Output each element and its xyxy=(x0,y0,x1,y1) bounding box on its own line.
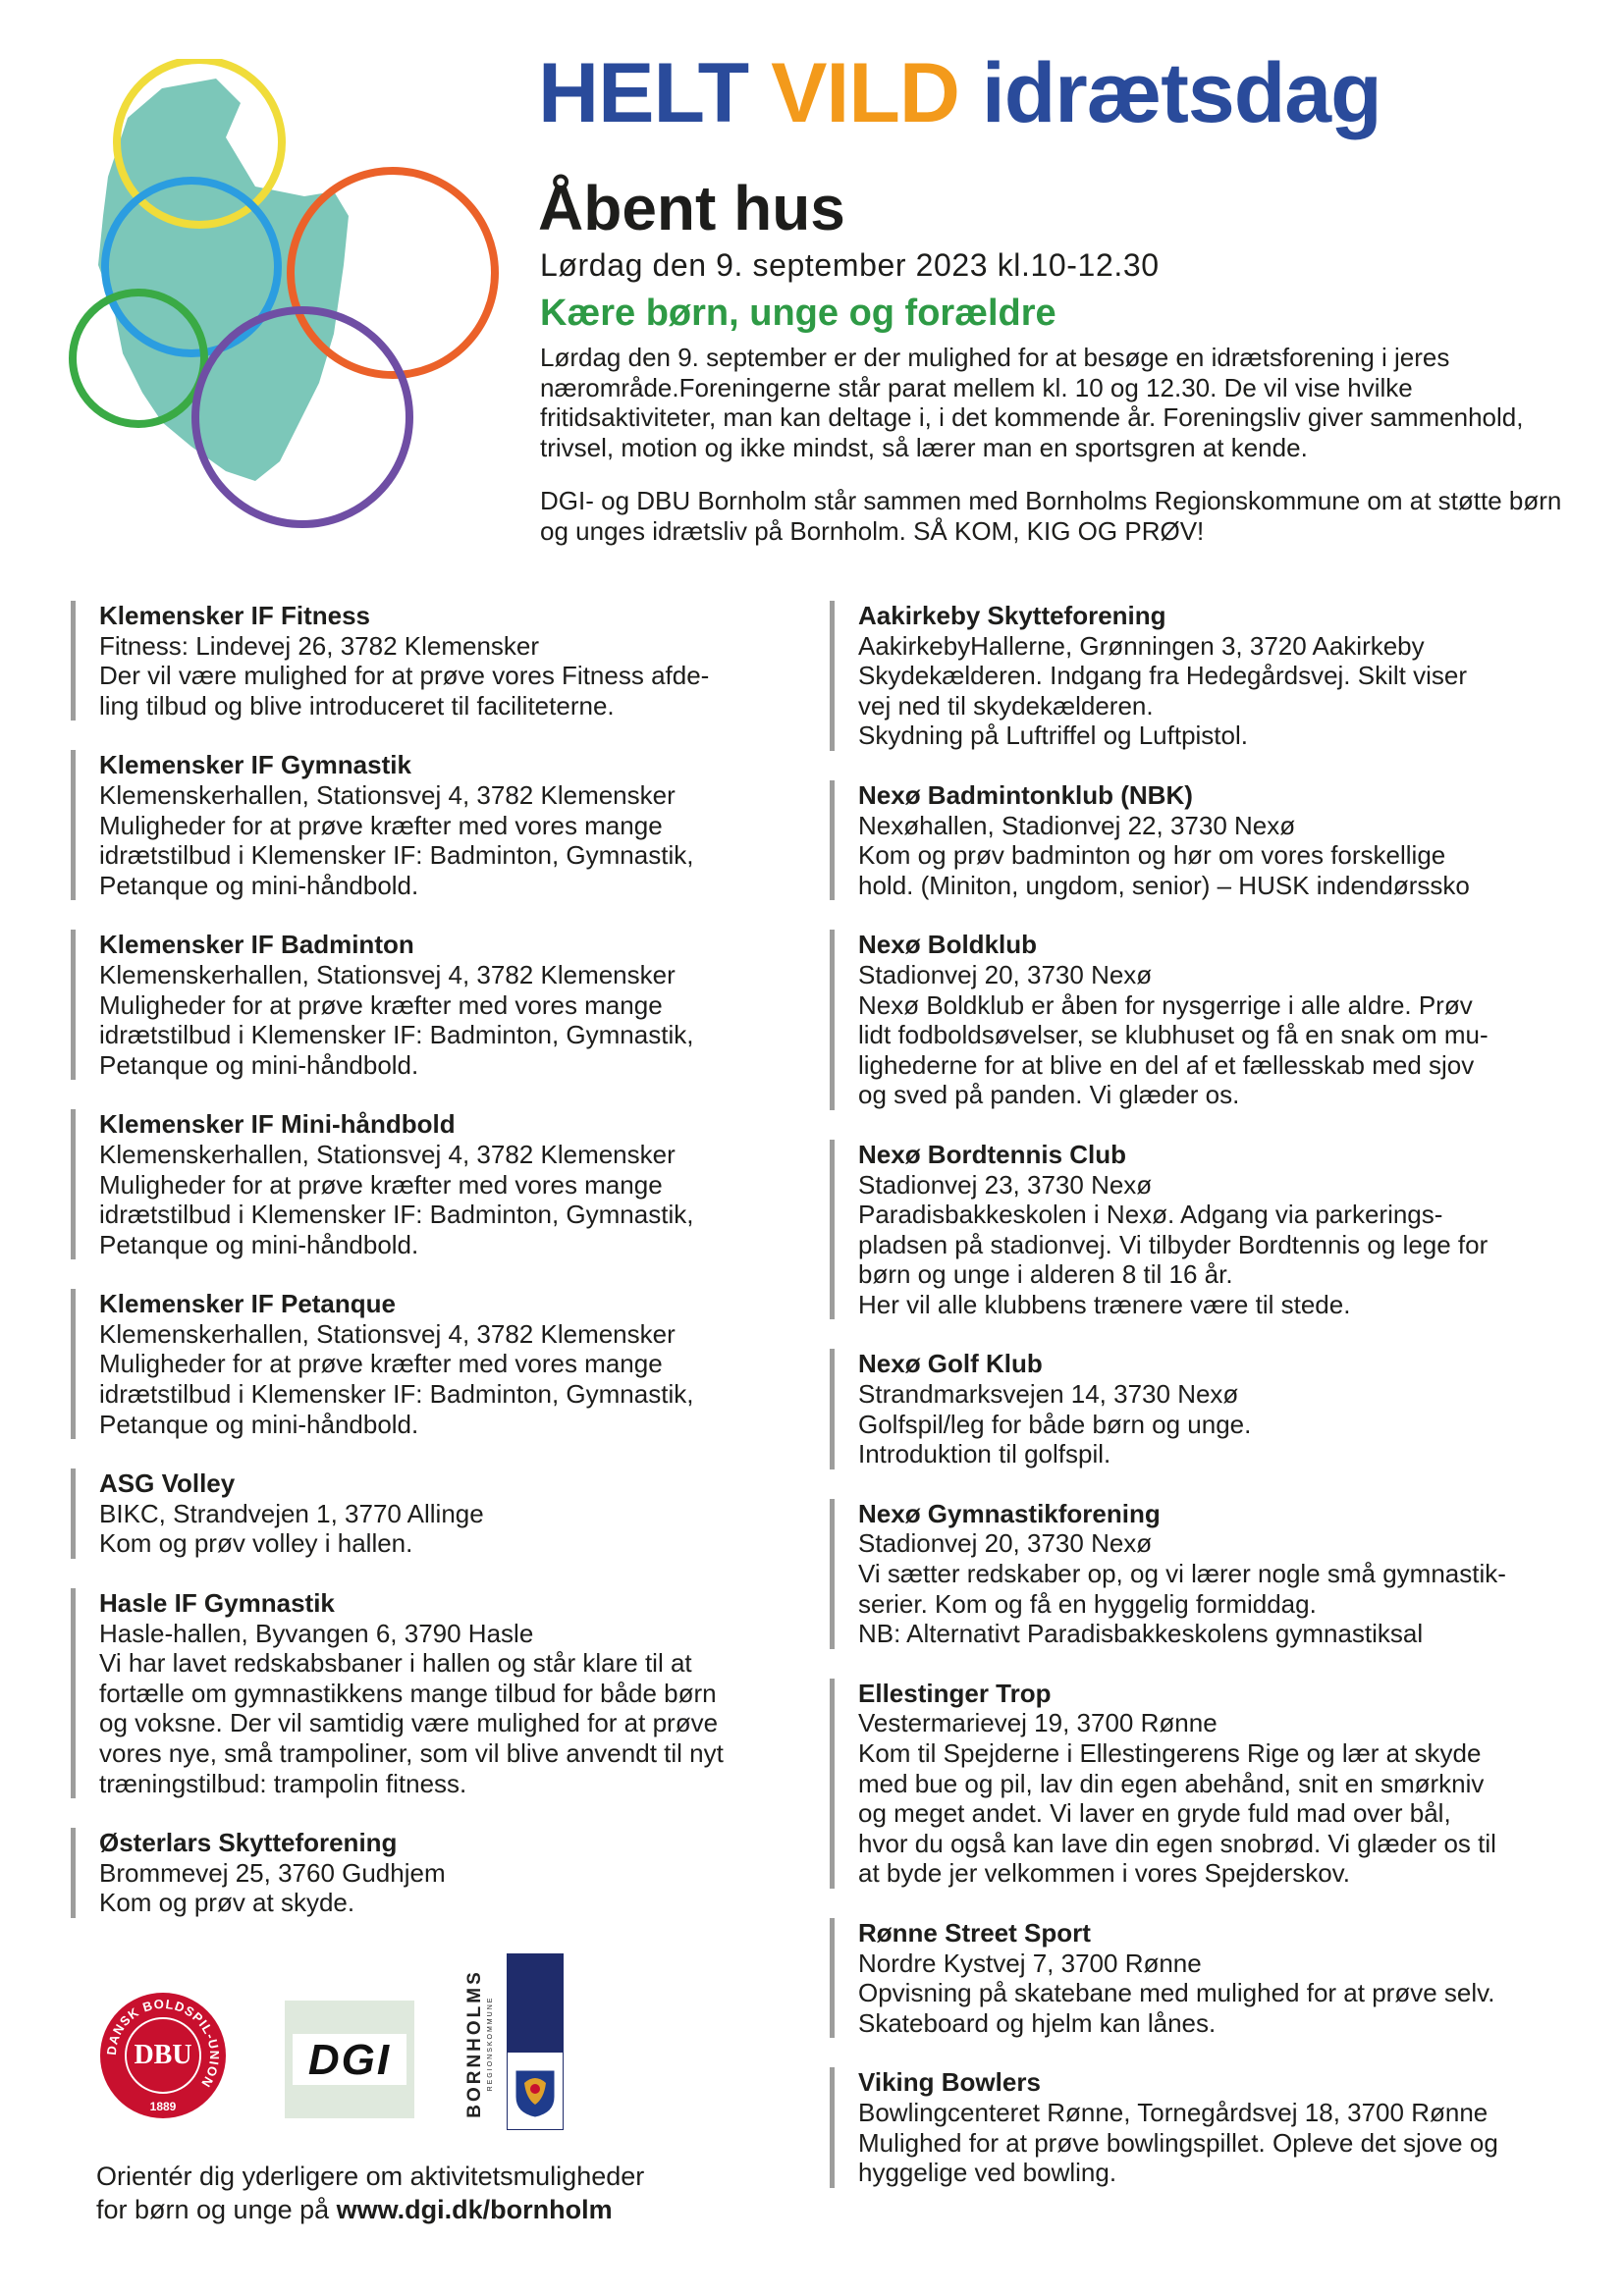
club-entry xyxy=(71,1289,797,1439)
club-description-line: Vi har lavet redskabsbaner i hallen og står klare til at xyxy=(99,1648,692,1679)
dgi-logo-text: DGI xyxy=(307,2036,392,2084)
club-description-line: træningstilbud: trampolin fitness. xyxy=(99,1768,467,1798)
club-description-line: idrætstilbud i Klemensker IF: Badminton, Gymnastik, xyxy=(99,1379,694,1410)
club-name: Østerlars Skytteforening xyxy=(99,1828,398,1858)
club-description-line: NB: Alternativt Paradisbakkeskolens gymnastiksal xyxy=(858,1619,1424,1649)
club-address: Stadionvej 20, 3730 Nexø xyxy=(858,1528,1153,1559)
club-address: Stadionvej 20, 3730 Nexø xyxy=(858,959,1153,989)
club-description-line: at byde jer velkommen i vores Spejderskov. xyxy=(858,1858,1350,1889)
title-helt: HELT xyxy=(538,46,749,140)
club-description-line: og voksne. Der vil samtidig være mulighed for at prøve xyxy=(99,1708,719,1738)
club-description-line: Mulighed for at prøve bowlingspillet. Opleve det sjove og xyxy=(858,2127,1498,2158)
club-description-line: børn og unge i alderen 8 til 16 år. xyxy=(858,1259,1233,1290)
club-address: Nordre Kystvej 7, 3700 Rønne xyxy=(858,1948,1202,1978)
crest-icon xyxy=(514,2069,556,2118)
club-description-line: Petanque og mini-håndbold. xyxy=(99,870,419,900)
greeting: Kære børn, unge og forældre xyxy=(540,293,1056,334)
club-entry xyxy=(830,601,1596,751)
club-address: Bowlingcenteret Rønne, Tornegårdsvej 18, 3700 Rønne xyxy=(858,2097,1489,2127)
dbu-center-text: DBU xyxy=(134,2040,192,2070)
bornholm-logo-name: BORNHOLMS xyxy=(464,1969,485,2118)
club-description-line: Kom og prøv badminton og hør om vores forskellige xyxy=(858,840,1446,871)
club-description-line: med bue og pil, lav din egen abehånd, snit en smørkniv xyxy=(858,1768,1485,1798)
club-description-line: serier. Kom og få en hyggelig formiddag. xyxy=(858,1588,1317,1619)
club-name: Klemensker IF Mini-håndbold xyxy=(99,1109,456,1140)
club-address: Klemenskerhallen, Stationsvej 4, 3782 Klemensker xyxy=(99,779,676,810)
club-name: Klemensker IF Gymnastik xyxy=(99,750,411,780)
bornholm-logo-sub: REGIONSKOMMUNE xyxy=(487,1996,494,2092)
right-club-list xyxy=(830,601,1596,2217)
club-entry xyxy=(830,1918,1596,2038)
club-description-line: Opvisning på skatebane med mulighed for at prøve selv. xyxy=(858,1978,1495,2008)
title-idraetsdag: idrætsdag xyxy=(981,46,1381,140)
club-entry xyxy=(71,1468,797,1559)
club-description-line: vores nye, små trampoliner, som vil blive anvendt til nyt xyxy=(99,1738,724,1768)
bornholms-regionskommune-logo xyxy=(461,1953,579,2130)
club-entry xyxy=(71,601,797,721)
intro-text xyxy=(540,343,1571,569)
bornholm-logo-wordmark xyxy=(464,1960,504,2127)
club-description-line: Introduktion til golfspil. xyxy=(858,1439,1111,1469)
club-name: Nexø Bordtennis Club xyxy=(858,1139,1127,1169)
club-description-line: Nexø Boldklub er åben for nysgerrige i alle aldre. Prøv xyxy=(858,989,1473,1020)
club-address: Klemenskerhallen, Stationsvej 4, 3782 Klemensker xyxy=(99,959,676,989)
club-name: Klemensker IF Petanque xyxy=(99,1289,396,1319)
club-description-line: Muligheder for at prøve kræfter med vores mange xyxy=(99,989,663,1020)
club-name: Nexø Gymnastikforening xyxy=(858,1498,1161,1528)
club-description-line: Golfspil/leg for både børn og unge. xyxy=(858,1409,1252,1439)
event-date: Lørdag den 9. september 2023 kl.10-12.30 xyxy=(540,247,1160,283)
page-title xyxy=(538,46,1381,140)
club-description-line: Muligheder for at prøve kræfter med vores mange xyxy=(99,1349,663,1379)
club-address: Vestermarievej 19, 3700 Rønne xyxy=(858,1708,1218,1738)
club-description-line: Petanque og mini-håndbold. xyxy=(99,1229,419,1259)
club-description-line: Paradisbakkeskolen i Nexø. Adgang via parkerings- xyxy=(858,1200,1443,1230)
club-address: Brommevej 25, 3760 Gudhjem xyxy=(99,1857,446,1888)
club-description-line: hyggelige ved bowling. xyxy=(858,2158,1117,2188)
footer xyxy=(96,2160,644,2226)
footer-url-link[interactable]: www.dgi.dk/bornholm xyxy=(336,2195,613,2224)
club-name: Nexø Golf Klub xyxy=(858,1349,1043,1379)
club-description-line: Kom til Spejderne i Ellestingerens Rige og lær at skyde xyxy=(858,1738,1482,1768)
club-description-line: Petanque og mini-håndbold. xyxy=(99,1409,419,1439)
club-description-line: idrætstilbud i Klemensker IF: Badminton, Gymnastik, xyxy=(99,1020,694,1050)
club-address: BIKC, Strandvejen 1, 3770 Allinge xyxy=(99,1498,484,1528)
club-description-line: lidt fodboldsøvelser, se klubhuset og få en snak om mu- xyxy=(858,1020,1489,1050)
club-name: Klemensker IF Fitness xyxy=(99,601,370,630)
club-entry xyxy=(71,1828,797,1918)
dbu-year: 1889 xyxy=(149,2100,177,2113)
club-description-line: Der vil være mulighed for at prøve vores Fitness afde- xyxy=(99,661,710,691)
club-address: Strandmarksvejen 14, 3730 Nexø xyxy=(858,1379,1239,1410)
club-address: Hasle-hallen, Byvangen 6, 3790 Hasle xyxy=(99,1618,534,1648)
club-entry xyxy=(830,1679,1596,1889)
club-name: Rønne Street Sport xyxy=(858,1917,1091,1948)
club-description-line: fortælle om gymnastikkens mange tilbud for både børn xyxy=(99,1678,717,1708)
club-address: Stadionvej 23, 3730 Nexø xyxy=(858,1169,1153,1200)
footer-prefix: for børn og unge på xyxy=(96,2195,337,2224)
club-address: Fitness: Lindevej 26, 3782 Klemensker xyxy=(99,630,540,661)
club-address: AakirkebyHallerne, Grønningen 3, 3720 Aakirkeby xyxy=(858,630,1425,661)
club-name: Viking Bowlers xyxy=(858,2067,1041,2098)
club-description-line: hold. (Miniton, ungdom, senior) – HUSK indendørssko xyxy=(858,870,1470,900)
dbu-ring-text: DANSK BOLDSPIL-UNION xyxy=(103,1996,223,2091)
club-entry xyxy=(71,930,797,1080)
club-description-line: og meget andet. Vi laver en gryde fuld mad over bål, xyxy=(858,1798,1451,1829)
club-entry xyxy=(830,1140,1596,1320)
intro-paragraph: Lørdag den 9. september er der mulighed for at besøge en idrætsforening i jeres nærområde.Foreningerne står parat mellem kl. 10 og 12.30. De vil vise hvilke fritidsaktiviteter, man kan deltage i, i det kommende år. Foreningsliv giver sammenhold, trivsel, motion og ikke mindst, så lærer man en sportsgren at kende. xyxy=(540,343,1524,462)
dbu-logo xyxy=(98,1991,228,2120)
club-name: Nexø Boldklub xyxy=(858,930,1038,960)
club-description-line: idrætstilbud i Klemensker IF: Badminton, Gymnastik, xyxy=(99,840,694,871)
club-description-line: ling tilbud og blive introduceret til faciliteterne. xyxy=(99,690,615,721)
title-vild: VILD xyxy=(771,46,959,140)
club-entry xyxy=(830,2067,1596,2187)
subtitle: Åbent hus xyxy=(538,173,845,243)
footer-line-2 xyxy=(96,2193,644,2226)
club-name: Ellestinger Trop xyxy=(858,1678,1052,1708)
club-address: Klemenskerhallen, Stationsvej 4, 3782 Klemensker xyxy=(99,1318,676,1349)
club-description-line: pladsen på stadionvej. Vi tilbyder Bordtennis og lege for xyxy=(858,1229,1489,1259)
club-description-line: hvor du også kan lave din egen snobrød. Vi glæder os til xyxy=(858,1828,1496,1858)
footer-line-1: Orientér dig yderligere om aktivitetsmuligheder xyxy=(96,2162,645,2191)
club-entry xyxy=(71,1588,797,1798)
club-name: Hasle IF Gymnastik xyxy=(99,1588,335,1619)
club-entry xyxy=(830,780,1596,900)
club-description-line: vej ned til skydekælderen. xyxy=(858,690,1154,721)
club-description-line: lighederne for at blive en del af et fællesskab med sjov xyxy=(858,1049,1475,1080)
club-description-line: Muligheder for at prøve kræfter med vores mange xyxy=(99,1169,663,1200)
sponsor-logos xyxy=(98,1953,589,2140)
club-name: Nexø Badmintonklub (NBK) xyxy=(858,779,1193,810)
intro-paragraph: DGI- og DBU Bornholm står sammen med Bornholms Regionskommune om at støtte børn og unges idrætsliv på Bornholm. SÅ KOM, KIG OG PRØV! xyxy=(540,486,1562,546)
club-entry xyxy=(71,750,797,900)
club-entry xyxy=(830,1349,1596,1468)
dgi-logo xyxy=(285,2001,414,2118)
club-address: Nexøhallen, Stadionvej 22, 3730 Nexø xyxy=(858,810,1296,840)
club-entry xyxy=(71,1109,797,1259)
left-club-list xyxy=(71,601,797,1948)
club-name: Aakirkeby Skytteforening xyxy=(858,601,1166,630)
club-address: Klemenskerhallen, Stationsvej 4, 3782 Klemensker xyxy=(99,1139,676,1169)
club-description-line: Kom og prøv volley i hallen. xyxy=(99,1528,413,1559)
club-description-line: Skydekælderen. Indgang fra Hedegårdsvej. Skilt viser xyxy=(858,661,1467,691)
club-description-line: Kom og prøv at skyde. xyxy=(99,1888,355,1918)
club-description-line: Skateboard og hjelm kan lånes. xyxy=(858,2007,1217,2038)
club-name: Klemensker IF Badminton xyxy=(99,930,414,960)
club-description-line: idrætstilbud i Klemensker IF: Badminton, Gymnastik, xyxy=(99,1200,694,1230)
club-description-line: Muligheder for at prøve kræfter med vores mange xyxy=(99,810,663,840)
club-name: ASG Volley xyxy=(99,1468,236,1499)
club-description-line: Vi sætter redskaber op, og vi lærer nogle små gymnastik- xyxy=(858,1559,1506,1589)
club-description-line: Her vil alle klubbens trænere være til stede. xyxy=(858,1289,1351,1319)
club-description-line: og sved på panden. Vi glæder os. xyxy=(858,1080,1240,1110)
club-description-line: Skydning på Luftriffel og Luftpistol. xyxy=(858,721,1248,751)
club-entry xyxy=(830,930,1596,1110)
hero-graphic xyxy=(69,59,511,569)
club-description-line: Petanque og mini-håndbold. xyxy=(99,1049,419,1080)
club-entry xyxy=(830,1499,1596,1649)
